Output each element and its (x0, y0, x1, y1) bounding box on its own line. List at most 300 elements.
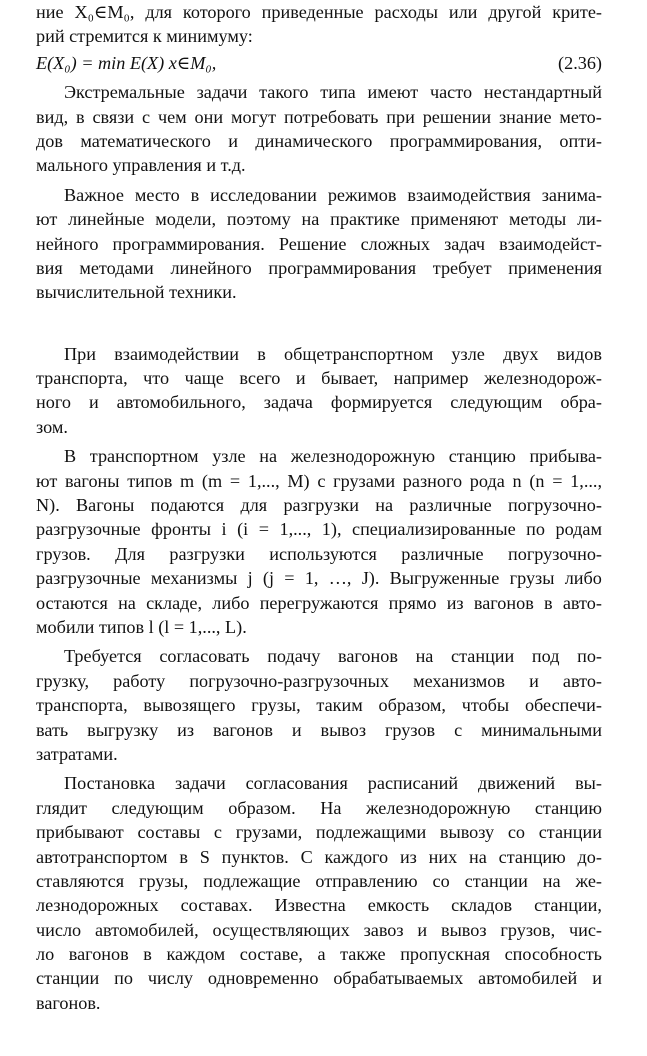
text-line (36, 183, 602, 207)
text-line (36, 918, 602, 942)
word: Для (115, 543, 145, 564)
text-line (36, 493, 602, 517)
word: типа (320, 82, 356, 103)
word: ли- (577, 209, 602, 230)
word: специализированные (352, 519, 516, 540)
text-line (36, 80, 602, 104)
word: методами (79, 257, 154, 278)
word: В (64, 446, 77, 467)
word: родам (555, 519, 602, 540)
text-block-1 (36, 0, 602, 305)
word: станцию (448, 446, 516, 467)
word: каждого (324, 846, 389, 867)
text-line (36, 771, 602, 795)
word: подлежащие (203, 870, 301, 891)
word: задачи (196, 82, 248, 103)
word: же- (575, 870, 602, 891)
word: = (284, 568, 295, 589)
word: завоз (363, 919, 404, 940)
word: различные (409, 495, 492, 516)
text-line (36, 644, 602, 668)
word: m (180, 470, 195, 491)
word: и (88, 392, 99, 413)
text-line (36, 129, 602, 153)
word: них (428, 846, 458, 867)
word: на (118, 592, 136, 613)
text-line (36, 542, 602, 566)
word: При (64, 343, 96, 364)
text-line (36, 966, 602, 990)
text-line (36, 942, 602, 966)
word: образом. (228, 797, 296, 818)
word: составах. (180, 895, 253, 916)
word: = (229, 470, 241, 491)
word: всего (239, 368, 281, 389)
word: со (432, 870, 450, 891)
word: поэтому (226, 209, 291, 230)
word: расписаний (367, 773, 459, 794)
word: задач (444, 233, 486, 254)
word: работу (113, 670, 166, 691)
word: транспорта, (36, 368, 128, 389)
word: грузку, (36, 670, 89, 691)
paragraph (36, 444, 602, 639)
word: J). (361, 568, 380, 589)
word: осуществляющих (212, 919, 350, 940)
word: X₀∈M₀, (74, 2, 135, 22)
word: согласования (245, 773, 348, 794)
paragraph (36, 644, 602, 766)
word: i (221, 519, 227, 540)
text-line (36, 390, 602, 414)
word: задачи (174, 773, 226, 794)
word: используются (269, 543, 377, 564)
word: транспортном (89, 446, 199, 467)
word: = (552, 470, 563, 491)
document-page (36, 0, 602, 1015)
word: подачу (267, 646, 321, 667)
word: в (75, 106, 85, 127)
word: и (529, 670, 539, 691)
word: вия (36, 257, 63, 278)
word: вать (36, 719, 69, 740)
word: вагонов (68, 944, 129, 965)
word: 1, (304, 568, 319, 589)
word: математического (80, 130, 211, 151)
word: согласовать (159, 646, 250, 667)
text-line: затратами. (36, 743, 118, 764)
word: нейного (36, 233, 99, 254)
text-line: вычислительной техники. (36, 282, 237, 303)
word: практике (330, 209, 400, 230)
word: С (300, 846, 313, 867)
text-line (36, 366, 602, 390)
word: 1,..., (570, 470, 602, 491)
word: 1), (321, 519, 342, 540)
word: или (448, 2, 478, 22)
word: составе, (239, 944, 303, 965)
word: чис- (568, 919, 602, 940)
word: программирования, (389, 130, 543, 151)
word: для (145, 2, 173, 22)
word: узле (212, 446, 246, 467)
word: на (542, 870, 561, 891)
word: сложных (360, 233, 430, 254)
word: станции (451, 646, 515, 667)
word: подаются (150, 495, 225, 516)
word: станции (464, 870, 528, 891)
text-line (36, 718, 602, 742)
text-line (36, 517, 602, 541)
word: минимальными (481, 719, 602, 740)
word: по- (577, 646, 602, 667)
text-line (36, 256, 602, 280)
word: могут (230, 106, 277, 127)
word: потребовать (283, 106, 379, 127)
text-line (36, 820, 602, 844)
word: вагонов (473, 592, 534, 613)
word: мето- (559, 106, 602, 127)
word: со (507, 822, 526, 843)
word: глядит (36, 797, 87, 818)
word: и (592, 968, 602, 989)
word: либо (212, 592, 250, 613)
word: станцию (498, 846, 566, 867)
text-block-2 (36, 342, 602, 1016)
word: а (317, 944, 326, 965)
word: на (415, 646, 434, 667)
word: прибыва- (529, 446, 602, 467)
word: грузов (384, 719, 436, 740)
word: дов (36, 130, 63, 151)
word: занима- (541, 184, 602, 205)
word: программирования (268, 257, 417, 278)
text-line (36, 669, 602, 693)
word: (m (201, 470, 223, 491)
text-line (36, 469, 602, 493)
word: ставляются (36, 870, 125, 891)
word: = (258, 519, 269, 540)
word: исследовании (210, 184, 317, 205)
paragraph (36, 342, 602, 440)
word: также (340, 944, 386, 965)
word: двух (503, 343, 539, 364)
word: составы (137, 822, 201, 843)
word: с (213, 822, 222, 843)
word: требует (432, 257, 492, 278)
word: разгрузки (169, 543, 245, 564)
word: в (190, 184, 200, 205)
text-line (36, 566, 602, 590)
text-line: зом. (36, 416, 68, 437)
word: видов (556, 343, 602, 364)
word: складов (451, 895, 513, 916)
word: применения (508, 257, 602, 278)
word: в (544, 592, 553, 613)
word: взаимодействия (407, 184, 531, 205)
word: лезнодорожных (36, 895, 159, 916)
word: вид, (36, 106, 69, 127)
word: такого (259, 82, 309, 103)
word: механизмы (150, 568, 238, 589)
word: ло (36, 944, 55, 965)
text-line: вагонов. (36, 992, 101, 1013)
word: при (386, 106, 415, 127)
word: станции (36, 968, 100, 989)
word: движений (477, 773, 556, 794)
word: способность (504, 944, 602, 965)
word: складе, (146, 592, 203, 613)
word: крите- (552, 2, 602, 22)
text-line (36, 444, 602, 468)
formula-2-36 (36, 51, 602, 75)
word: узле (451, 343, 485, 364)
word: вагоны (65, 470, 120, 491)
word: решении (422, 106, 492, 127)
word: погрузочно- (507, 495, 602, 516)
word: …, (328, 568, 352, 589)
text-line: рий стремится к минимуму: (36, 26, 253, 47)
word: задача (263, 392, 313, 413)
word: вывоз (320, 719, 367, 740)
word: погрузочно-разгрузочных (189, 670, 389, 691)
word: и (228, 130, 239, 151)
word: Вагоны (76, 495, 135, 516)
word: Постановка (64, 773, 156, 794)
word: программирования. (112, 233, 265, 254)
word: обрабатываемых (333, 968, 464, 989)
word: Выгруженные (389, 568, 500, 589)
word: с (142, 106, 151, 127)
word: под (531, 646, 560, 667)
word: они (194, 106, 224, 127)
word: 1,..., (279, 519, 312, 540)
word: типов (127, 470, 173, 491)
formula-expression: E(X₀) = min E(X) x∈M₀, (36, 52, 217, 73)
word: модели, (155, 209, 217, 230)
word: емкость (367, 895, 430, 916)
word: чем (157, 106, 187, 127)
word: станции, (534, 895, 602, 916)
word: число (36, 919, 82, 940)
text-line: мобили типов l (l = 1,..., L). (36, 616, 247, 637)
word: рода (469, 470, 505, 491)
word: станции (538, 822, 602, 843)
word: числу (147, 968, 194, 989)
word: пунктов. (221, 846, 289, 867)
word: авто- (562, 670, 602, 691)
word: взаимодейст- (499, 233, 602, 254)
paragraph (36, 771, 602, 1015)
word: железнодорожную (365, 797, 511, 818)
word: транспорта, (36, 695, 128, 716)
word: M) (287, 470, 310, 491)
word: связи (92, 106, 135, 127)
word: с (317, 470, 326, 491)
word: ют (36, 209, 58, 230)
word: N). (36, 495, 60, 516)
text-line (36, 591, 602, 615)
word: Экстремальные (64, 82, 185, 103)
text-line (36, 893, 602, 917)
text-line (36, 796, 602, 820)
word: Решение (278, 233, 347, 254)
word: либо (564, 568, 602, 589)
word: разгрузочные (36, 519, 141, 540)
word: различные (401, 543, 484, 564)
word: грузов, (500, 919, 556, 940)
word: опти- (559, 130, 602, 151)
word: до- (577, 846, 602, 867)
word: на (469, 846, 487, 867)
word: на (301, 209, 320, 230)
word: линейного (170, 257, 252, 278)
word: j (247, 568, 253, 589)
word: автомобилей (478, 968, 578, 989)
word: чтобы (461, 695, 510, 716)
word: (j (262, 568, 275, 589)
word: подлежащими (315, 822, 427, 843)
word: вывозу (439, 822, 495, 843)
word: вагонов (212, 719, 273, 740)
word: приведенные (261, 2, 364, 22)
word: железнодорож- (483, 368, 602, 389)
text-line (36, 845, 602, 869)
word: грузы, (251, 695, 301, 716)
word: ние (36, 2, 64, 22)
word: применяют (410, 209, 499, 230)
word: грузами, (235, 822, 303, 843)
word: железнодорожную (290, 446, 436, 467)
word: грузов. (36, 543, 91, 564)
word: следующим (450, 392, 543, 413)
word: Требуется (64, 646, 142, 667)
word: станцию (534, 797, 602, 818)
word: разгрузочные (36, 568, 141, 589)
text-line (36, 232, 602, 256)
word: каждом (166, 944, 226, 965)
text-line (36, 869, 602, 893)
word: вагонов (337, 646, 398, 667)
word: имеют (367, 82, 419, 103)
word: (n (529, 470, 545, 491)
word: остаются (36, 592, 108, 613)
word: отправлению (315, 870, 418, 891)
word: вывозящего (143, 695, 236, 716)
word: разгрузки (283, 495, 359, 516)
word: место (134, 184, 180, 205)
word: вы- (575, 773, 602, 794)
word: часто (429, 82, 473, 103)
word: нестандартный (483, 82, 602, 103)
text-line (36, 105, 602, 129)
text-line (36, 0, 602, 24)
word: знание (499, 106, 552, 127)
word: и (291, 719, 302, 740)
word: 1,..., (247, 470, 280, 491)
word: динамического (255, 130, 373, 151)
word: ного (36, 392, 71, 413)
word: методы (508, 209, 567, 230)
word: автомобильного, (116, 392, 246, 413)
word: бывает, (321, 368, 379, 389)
word: на (259, 446, 278, 467)
word: n (512, 470, 522, 491)
word: из (177, 719, 195, 740)
word: в (179, 846, 188, 867)
word: в (143, 944, 152, 965)
word: грузами (333, 470, 396, 491)
word: авто- (562, 592, 602, 613)
text-line (36, 342, 602, 366)
word: с (454, 719, 463, 740)
word: перегружаются (259, 592, 379, 613)
word: на (375, 495, 394, 516)
word: ют (36, 470, 58, 491)
word: общетранспортном (284, 343, 434, 364)
word: по (114, 968, 133, 989)
word: пропускная (400, 944, 491, 965)
word: одновременно (207, 968, 319, 989)
word: и (417, 919, 428, 940)
word: прибывают (36, 822, 124, 843)
word: (i (237, 519, 249, 540)
word: автомобилей, (94, 919, 199, 940)
word: S (199, 846, 210, 867)
word: расходы (374, 2, 438, 22)
word: следующим (111, 797, 204, 818)
word: погрузочно- (508, 543, 602, 564)
paragraph (36, 183, 602, 305)
word: разного (402, 470, 463, 491)
word: образом, (378, 695, 446, 716)
word: механизмов (413, 670, 505, 691)
word: из (446, 592, 464, 613)
word: На (320, 797, 342, 818)
word: вывоз (441, 919, 487, 940)
word: в (257, 343, 266, 364)
word: режимов (327, 184, 397, 205)
word: прямо (388, 592, 437, 613)
word: формируется (330, 392, 433, 413)
word: обра- (560, 392, 602, 413)
word: другой (488, 2, 542, 22)
word: Известна (274, 895, 346, 916)
word: которого (182, 2, 251, 22)
word: для (240, 495, 268, 516)
word: чаще (184, 368, 224, 389)
word: линейные (68, 209, 145, 230)
word: грузы, (138, 870, 189, 891)
paragraph (36, 80, 602, 178)
text-line: мального управления и т.д. (36, 155, 246, 176)
word: Важное (64, 184, 124, 205)
formula-number: (2.36) (558, 52, 602, 73)
word: и (295, 368, 306, 389)
word: взаимодействии (114, 343, 239, 364)
word: что (143, 368, 170, 389)
word: по (526, 519, 545, 540)
word: грузы (509, 568, 555, 589)
word: например (393, 368, 469, 389)
text-line (36, 207, 602, 231)
text-line (36, 693, 602, 717)
word: таким (316, 695, 363, 716)
word: выгрузку (87, 719, 159, 740)
word: из (399, 846, 417, 867)
word: обеспечи- (524, 695, 602, 716)
word: автотранспортом (36, 846, 168, 867)
